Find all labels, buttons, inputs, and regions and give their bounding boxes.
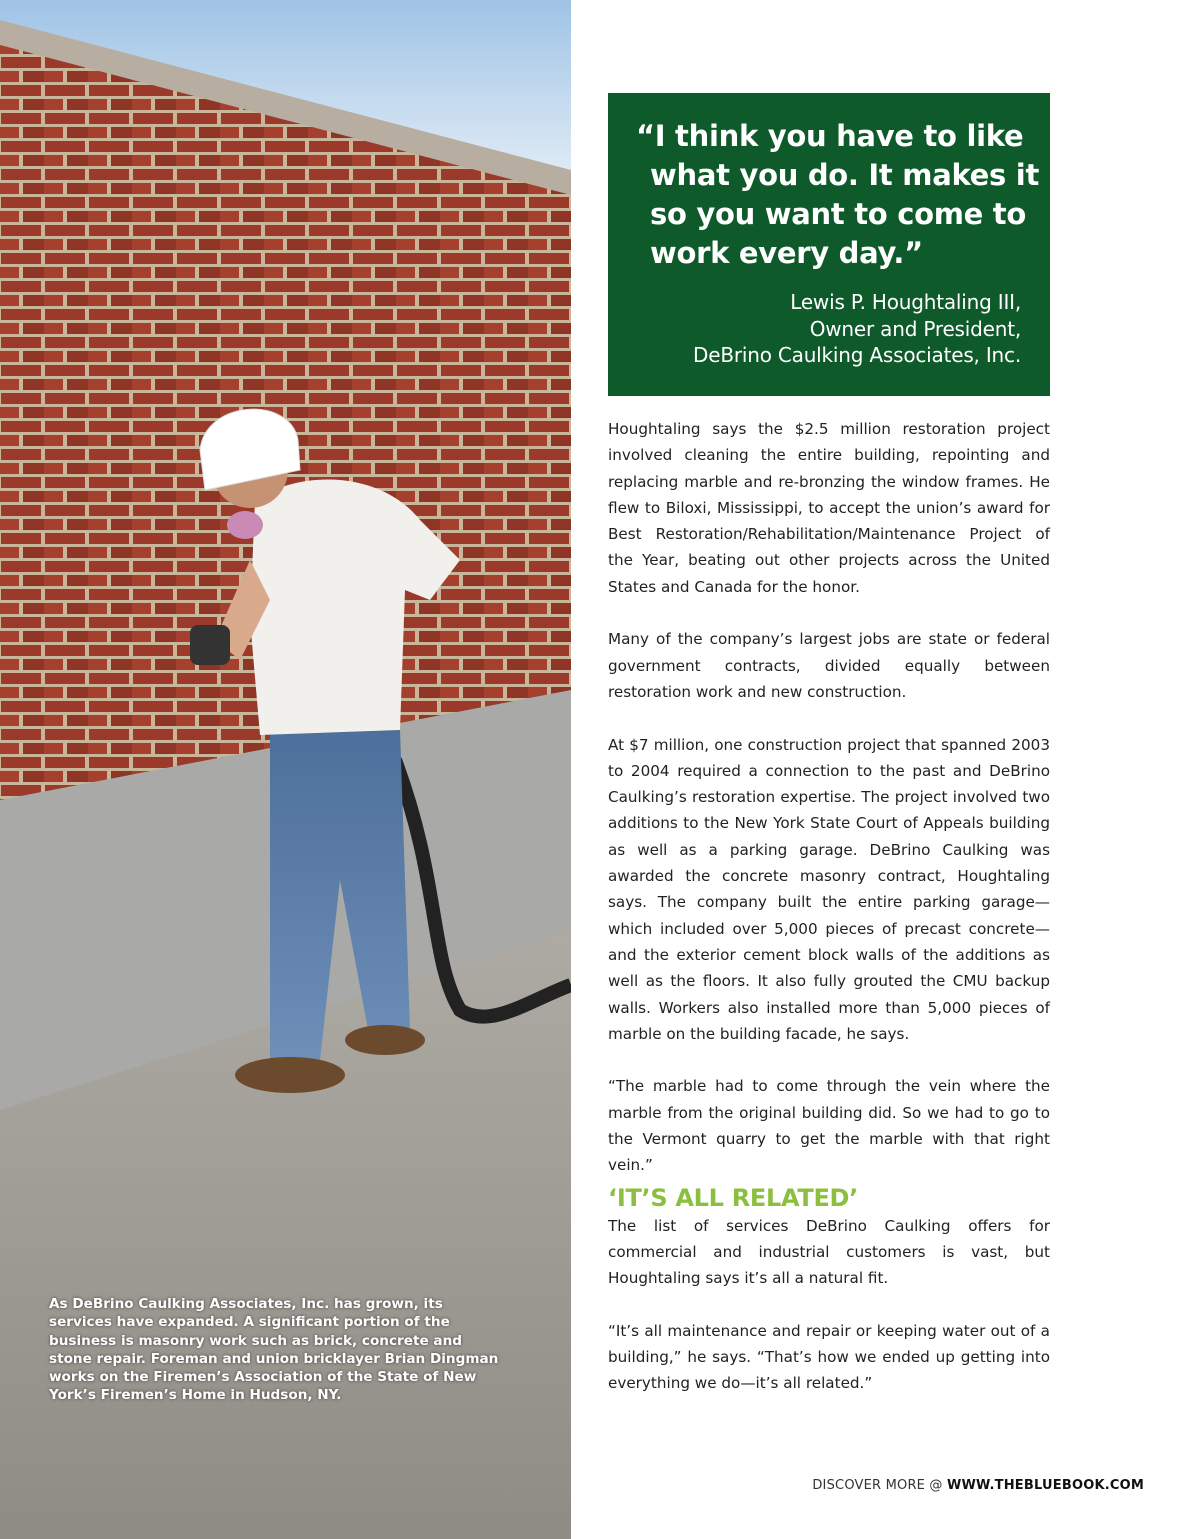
article-paragraph: Houghtaling says the $2.5 million restoration project involved cleaning the entire building, repointing and replacing marble and re-bronzing the window frames. He flew to Biloxi, Mississippi, to accept the union’s award for Best Restoration/Rehabilitation/Maintenance Project of the Year, beating out other projects across the United States and Canada for the honor. [608,420,1050,596]
article-paragraph: Many of the company’s largest jobs are state or federal government contracts, divided equally between restoration work and new construction. [608,630,1050,701]
attribution-title: Owner and President, [809,316,1021,341]
pull-quote-text: “I think you have to like what you do. It makes it so you want to come to work every day.” [636,119,1040,270]
section-paragraph: “It’s all maintenance and repair or keeping water out of a building,” he says. “That’s how we ended up getting into everything we do—it’s all related.” [608,1321,1050,1393]
attribution-company: DeBrino Caulking Associates, Inc. [693,343,1021,367]
footer-prefix: DISCOVER MORE @ [812,1478,947,1493]
footer-discover-more [812,1478,1144,1493]
attribution-name: Lewis P. Houghtaling III, [790,290,1021,314]
article-body [608,416,1050,1423]
section-heading: ‘IT’S ALL RELATED’ [608,1183,858,1212]
footer-url-link[interactable]: WWW.THEBLUEBOOK.COM [946,1478,1144,1493]
article-paragraph: “The marble had to come through the vein where the marble from the original building did. So we had to go to the Vermont quarry to get the marble with that right vein.” [608,1077,1050,1175]
pull-quote-attribution [693,289,1021,369]
section-paragraph: The list of services DeBrino Caulking offers for commercial and industrial customers is vast, but Houghtaling says it’s all a natural fit. [608,1216,1050,1288]
article-photo [0,0,571,1539]
photo-caption: As DeBrino Caulking Associates, Inc. has grown, its services have expanded. A significant portion of the business is masonry work such as brick, concrete and stone repair. Foreman and union bricklayer Brian Dingman works on the Firemen’s Association of the State of New York’s Firemen’s Home in Hudson, NY. [49,1296,499,1404]
article-paragraph: At $7 million, one construction project that spanned 2003 to 2004 required a connection to the past and DeBrino Caulking’s restoration expertise. The project involved two additions to the New York State Court of Appeals building as well as a parking garage. DeBrino Caulking was awarded the concrete masonry contract, Houghtaling says. The company built the entire parking garage—which included over 5,000 pieces of precast concrete—and the exterior cement block walls of the additions as well as the floors. It also fully grouted the CMU backup walls. Workers also installed more than 5,000 pieces of marble on the building facade, he says. [608,735,1050,1043]
pull-quote-box [608,93,1050,396]
